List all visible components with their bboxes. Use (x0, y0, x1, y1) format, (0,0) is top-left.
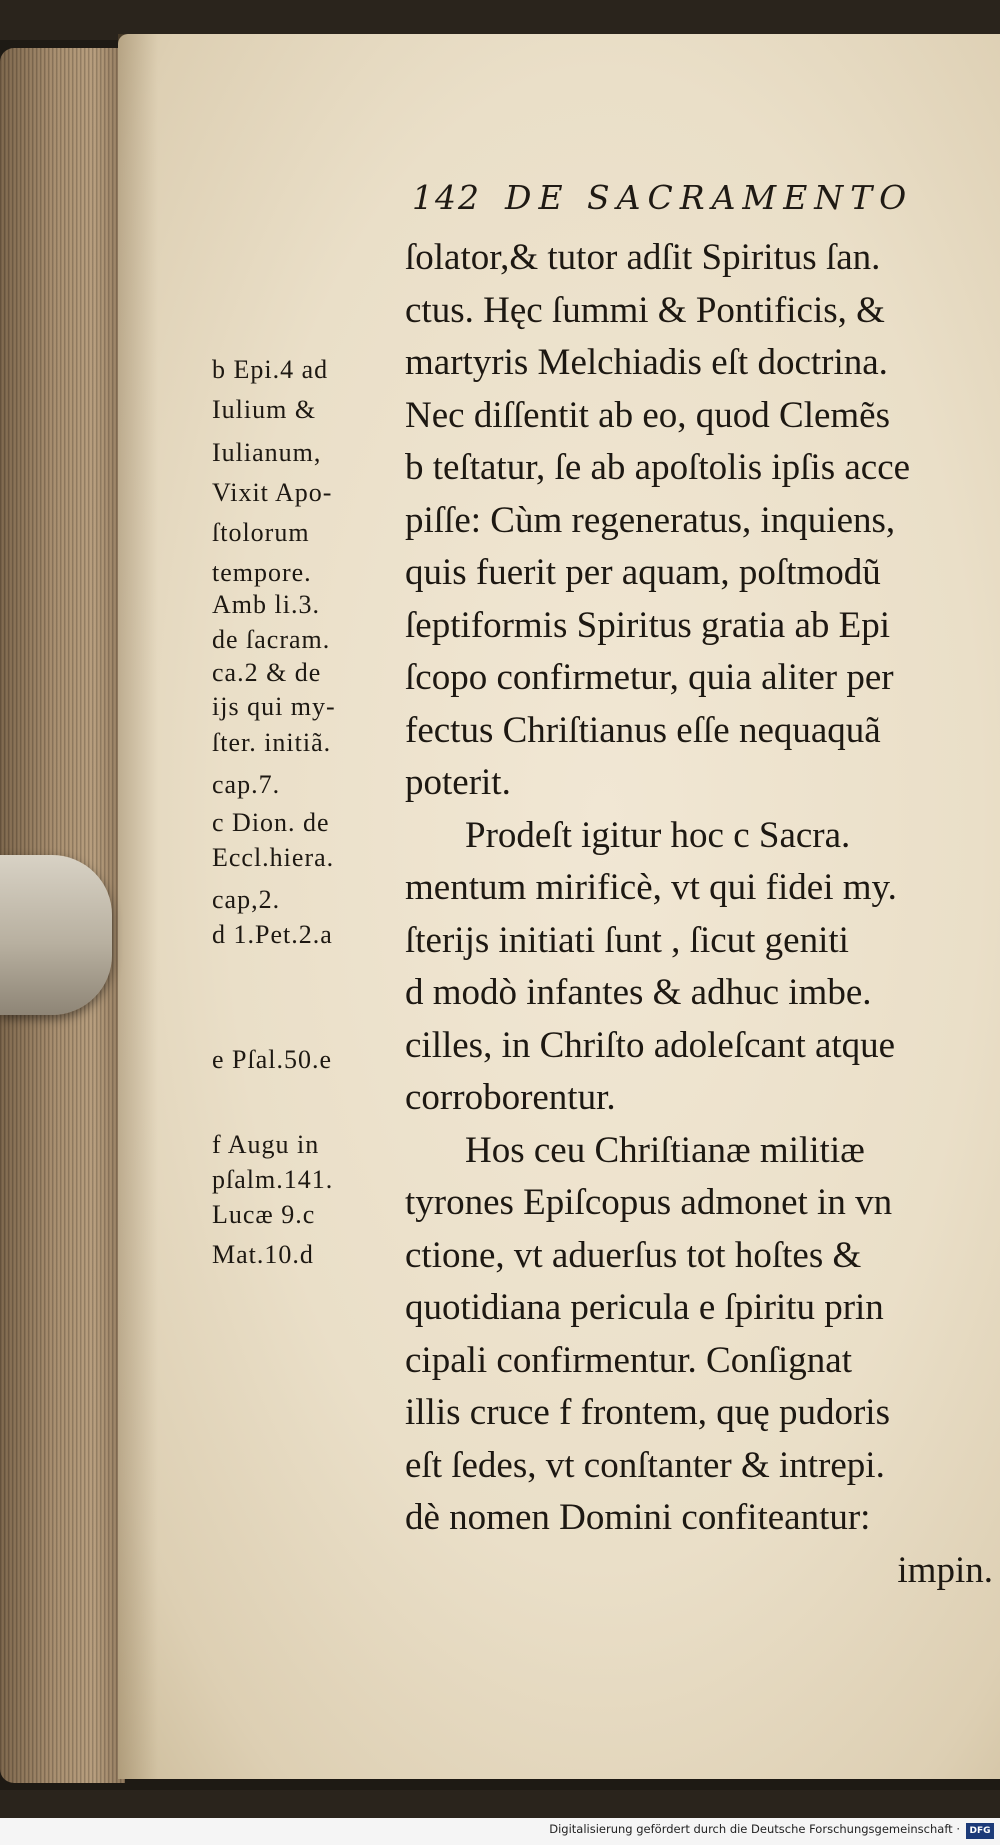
text-line: cilles, in Chriſto adoleſcant atque (405, 1024, 896, 1066)
text-line: quotidiana pericula e ſpiritu prin (405, 1287, 884, 1328)
margin-note: Lucæ 9.c (212, 1200, 316, 1229)
text-line: tyrones Epiſcopus admonet in vn (405, 1182, 893, 1223)
text-line: b teſtatur, ſe ab apoſtolis ipſis acce (405, 447, 911, 488)
margin-note: ijs qui my- (212, 692, 336, 721)
text-line: eſt ſedes, vt conſtanter & intrepi. (405, 1444, 885, 1486)
book-clasp (0, 855, 112, 1015)
margin-note: d 1.Pet.2.a (212, 920, 333, 949)
running-header (412, 178, 982, 224)
text-line: dè nomen Domini confiteantur: (405, 1497, 871, 1538)
text-line: ſolator,& tutor adſit Spiritus ſan. (405, 237, 881, 278)
text-line: Hos ceu Chriſtianæ militiæ (465, 1129, 865, 1171)
margin-note: Amb li.3. (212, 590, 320, 619)
text-line: corroborentur. (405, 1077, 616, 1118)
margin-note: ca.2 & de (212, 658, 322, 687)
margin-note: cap,2. (212, 885, 281, 914)
text-line: ſterijs initiati ſunt , ſicut geniti (405, 919, 849, 961)
page-number: 142 (412, 178, 481, 217)
footer-credit: Digitalisierung gefördert durch die Deutsche Forschungsgemeinschaft · (549, 1822, 960, 1836)
text-line: ſeptiformis Spiritus gratia ab Epi (405, 604, 891, 646)
text-line: mentum mirificè, vt qui fidei my. (405, 867, 897, 908)
margin-note: b Epi.4 ad (212, 355, 329, 384)
text-line: ctus. Hęc ſummi & Pontificis, & (405, 289, 885, 331)
text-line: d modò infantes & adhuc imbe. (405, 972, 872, 1013)
text-line: cipali confirmentur. Conſignat (405, 1339, 852, 1381)
page-gutter-shade (118, 34, 158, 1779)
text-line: illis cruce f frontem, quę pudoris (405, 1392, 890, 1433)
margin-note: cap.7. (212, 770, 281, 799)
text-line: Nec diſſentit ab eo, quod Clemẽs (405, 394, 890, 436)
text-line: poterit. (405, 762, 511, 803)
text-line: ſcopo confirmetur, quia aliter per (405, 657, 894, 698)
margin-note: c Dion. de (212, 808, 330, 837)
margin-note: ſter. initiã. (212, 728, 332, 757)
margin-note: ſtolorum (212, 518, 310, 547)
text-line: quis fuerit per aquam, poſtmodũ (405, 552, 881, 593)
margin-note: pſalm.141. (212, 1165, 334, 1194)
margin-note: Mat.10.d (212, 1240, 314, 1269)
margin-note: Iulium & (212, 395, 317, 424)
margin-note: e Pſal.50.e (212, 1045, 333, 1074)
text-line: impin. (897, 1549, 993, 1591)
main-text-column (405, 232, 997, 1597)
text-line: piſſe: Cùm regeneratus, inquiens, (405, 499, 896, 541)
text-line: martyris Melchiadis eſt doctrina. (405, 342, 888, 383)
margin-note: Iulianum, (212, 438, 322, 467)
dfg-logo: DFG (966, 1823, 994, 1839)
running-title: DE SACRAMENTO (505, 178, 914, 217)
margin-note: Eccl.hiera. (212, 843, 335, 872)
digitization-footer (0, 1818, 1000, 1845)
text-line: Prodeſt igitur hoc c Sacra. (465, 814, 851, 856)
margin-note: f Augu in (212, 1130, 320, 1159)
margin-note: Vixit Apo- (212, 478, 333, 507)
margin-note: de ſacram. (212, 625, 331, 654)
margin-note: tempore. (212, 558, 312, 587)
text-line: ctione, vt aduerſus tot hoſtes & (405, 1234, 862, 1276)
text-line: fectus Chriſtianus eſſe nequaquã (405, 709, 881, 751)
